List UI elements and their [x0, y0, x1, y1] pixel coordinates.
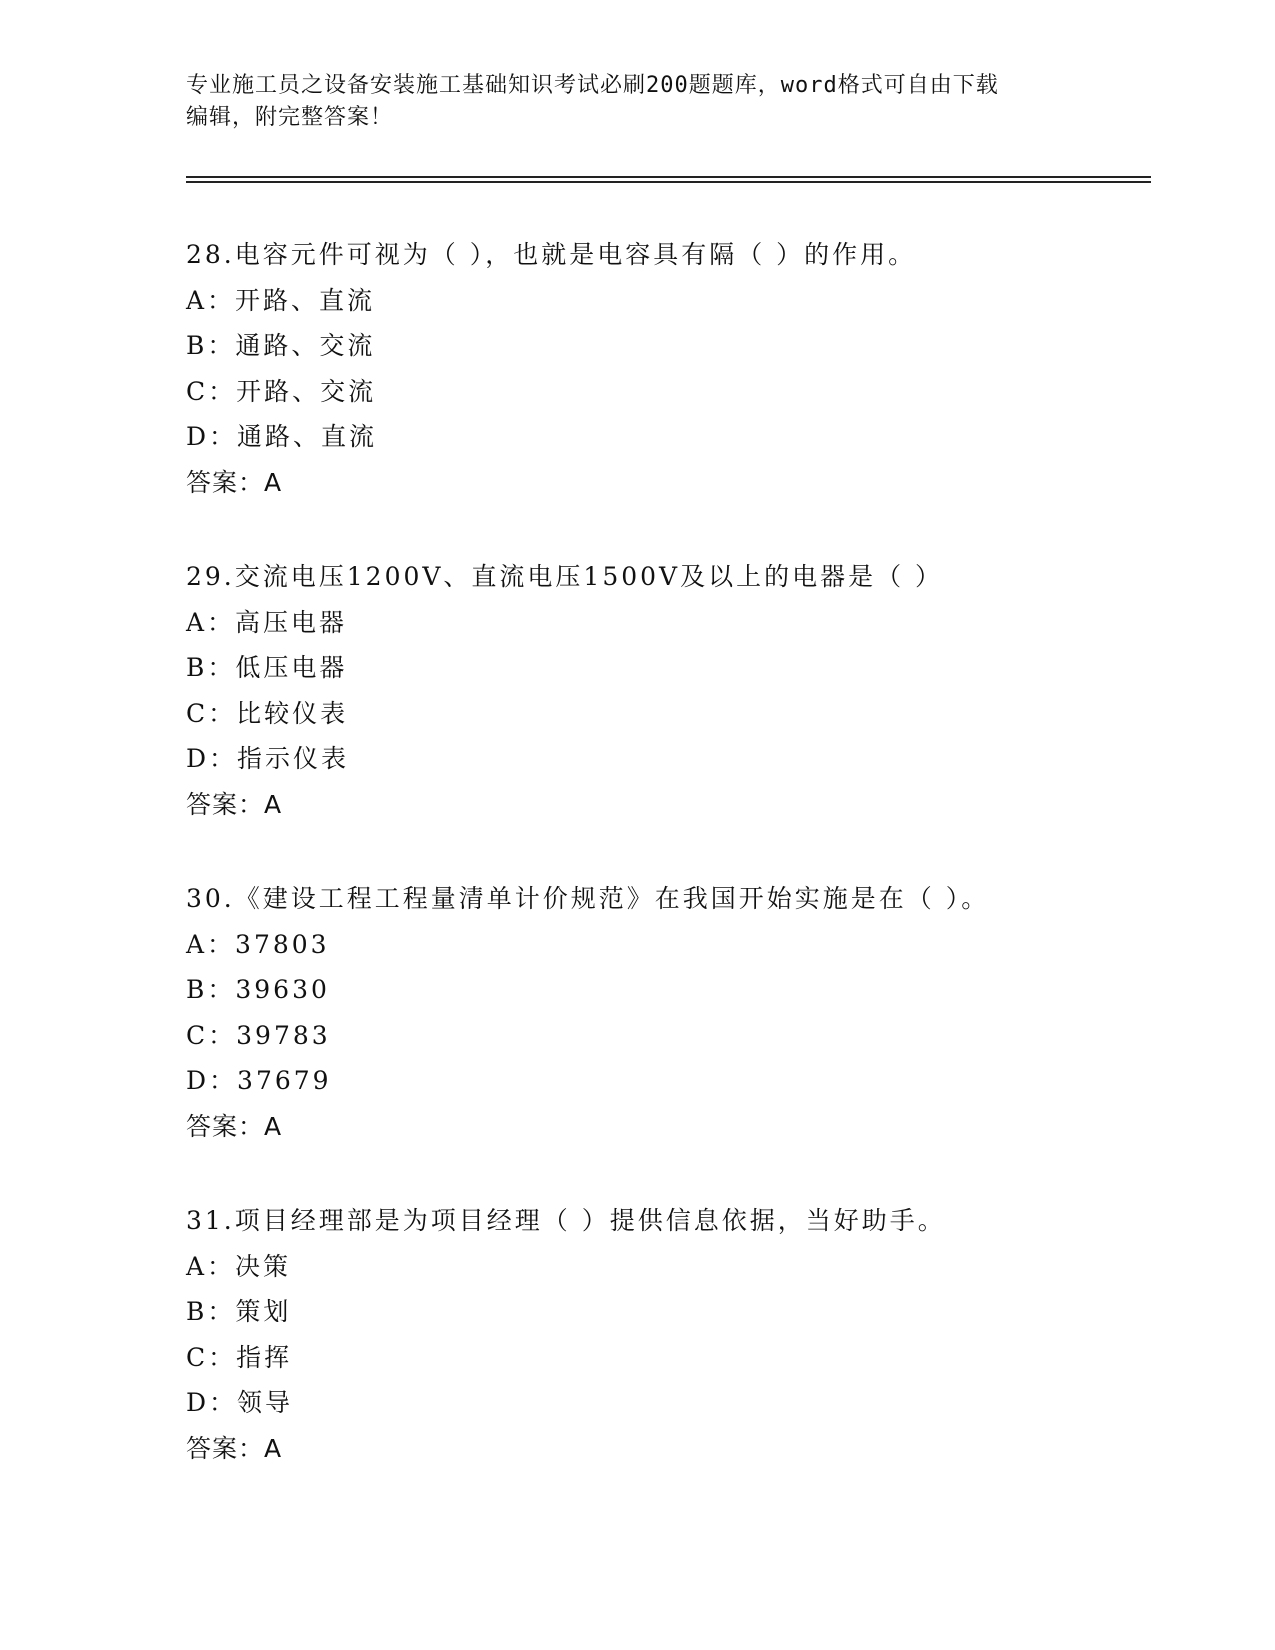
option-d: D：领导 — [186, 1388, 294, 1417]
option-b: B：39630 — [186, 975, 330, 1004]
option-a: A：高压电器 — [186, 607, 348, 637]
option-c: C：开路、交流 — [186, 376, 377, 406]
answer-line: 答案：A — [186, 1111, 283, 1141]
divider-line-top — [186, 176, 1151, 178]
option-b: B：通路、交流 — [186, 331, 376, 360]
option-a: A：开路、直流 — [186, 285, 376, 315]
option-a: A：决策 — [186, 1251, 292, 1281]
question-stem: 31.项目经理部是为项目经理（ ）提供信息依据，当好助手。 — [186, 1206, 946, 1235]
option-c: C：39783 — [186, 1020, 331, 1050]
header-line-2: 编辑，附完整答案！ — [186, 105, 394, 130]
option-b: B：策划 — [186, 1297, 292, 1326]
question-stem: 29.交流电压1200V、直流电压1500V及以上的电器是（ ） — [186, 562, 944, 591]
question-28 — [186, 232, 1146, 505]
option-c: C：比较仪表 — [186, 698, 349, 728]
divider-line-bottom — [186, 181, 1151, 183]
question-list — [186, 232, 1146, 1520]
answer-line: 答案：A — [186, 1433, 283, 1463]
question-31 — [186, 1198, 1146, 1471]
question-30 — [186, 876, 1146, 1149]
option-d: D：通路、直流 — [186, 422, 378, 451]
header-divider — [186, 176, 1151, 186]
question-29 — [186, 554, 1146, 827]
option-d: D：指示仪表 — [186, 744, 350, 773]
question-stem: 30.《建设工程工程量清单计价规范》在我国开始实施是在（ ）。 — [186, 884, 990, 913]
option-d: D：37679 — [186, 1066, 332, 1095]
option-b: B：低压电器 — [186, 653, 348, 682]
question-stem: 28.电容元件可视为（ ），也就是电容具有隔（ ）的作用。 — [186, 240, 917, 269]
answer-line: 答案：A — [186, 467, 283, 497]
answer-line: 答案：A — [186, 789, 283, 819]
option-c: C：指挥 — [186, 1342, 293, 1372]
option-a: A：37803 — [186, 929, 330, 959]
document-header — [186, 70, 1086, 134]
header-line-1: 专业施工员之设备安装施工基础知识考试必刷200题题库，word格式可自由下载 — [186, 73, 999, 98]
